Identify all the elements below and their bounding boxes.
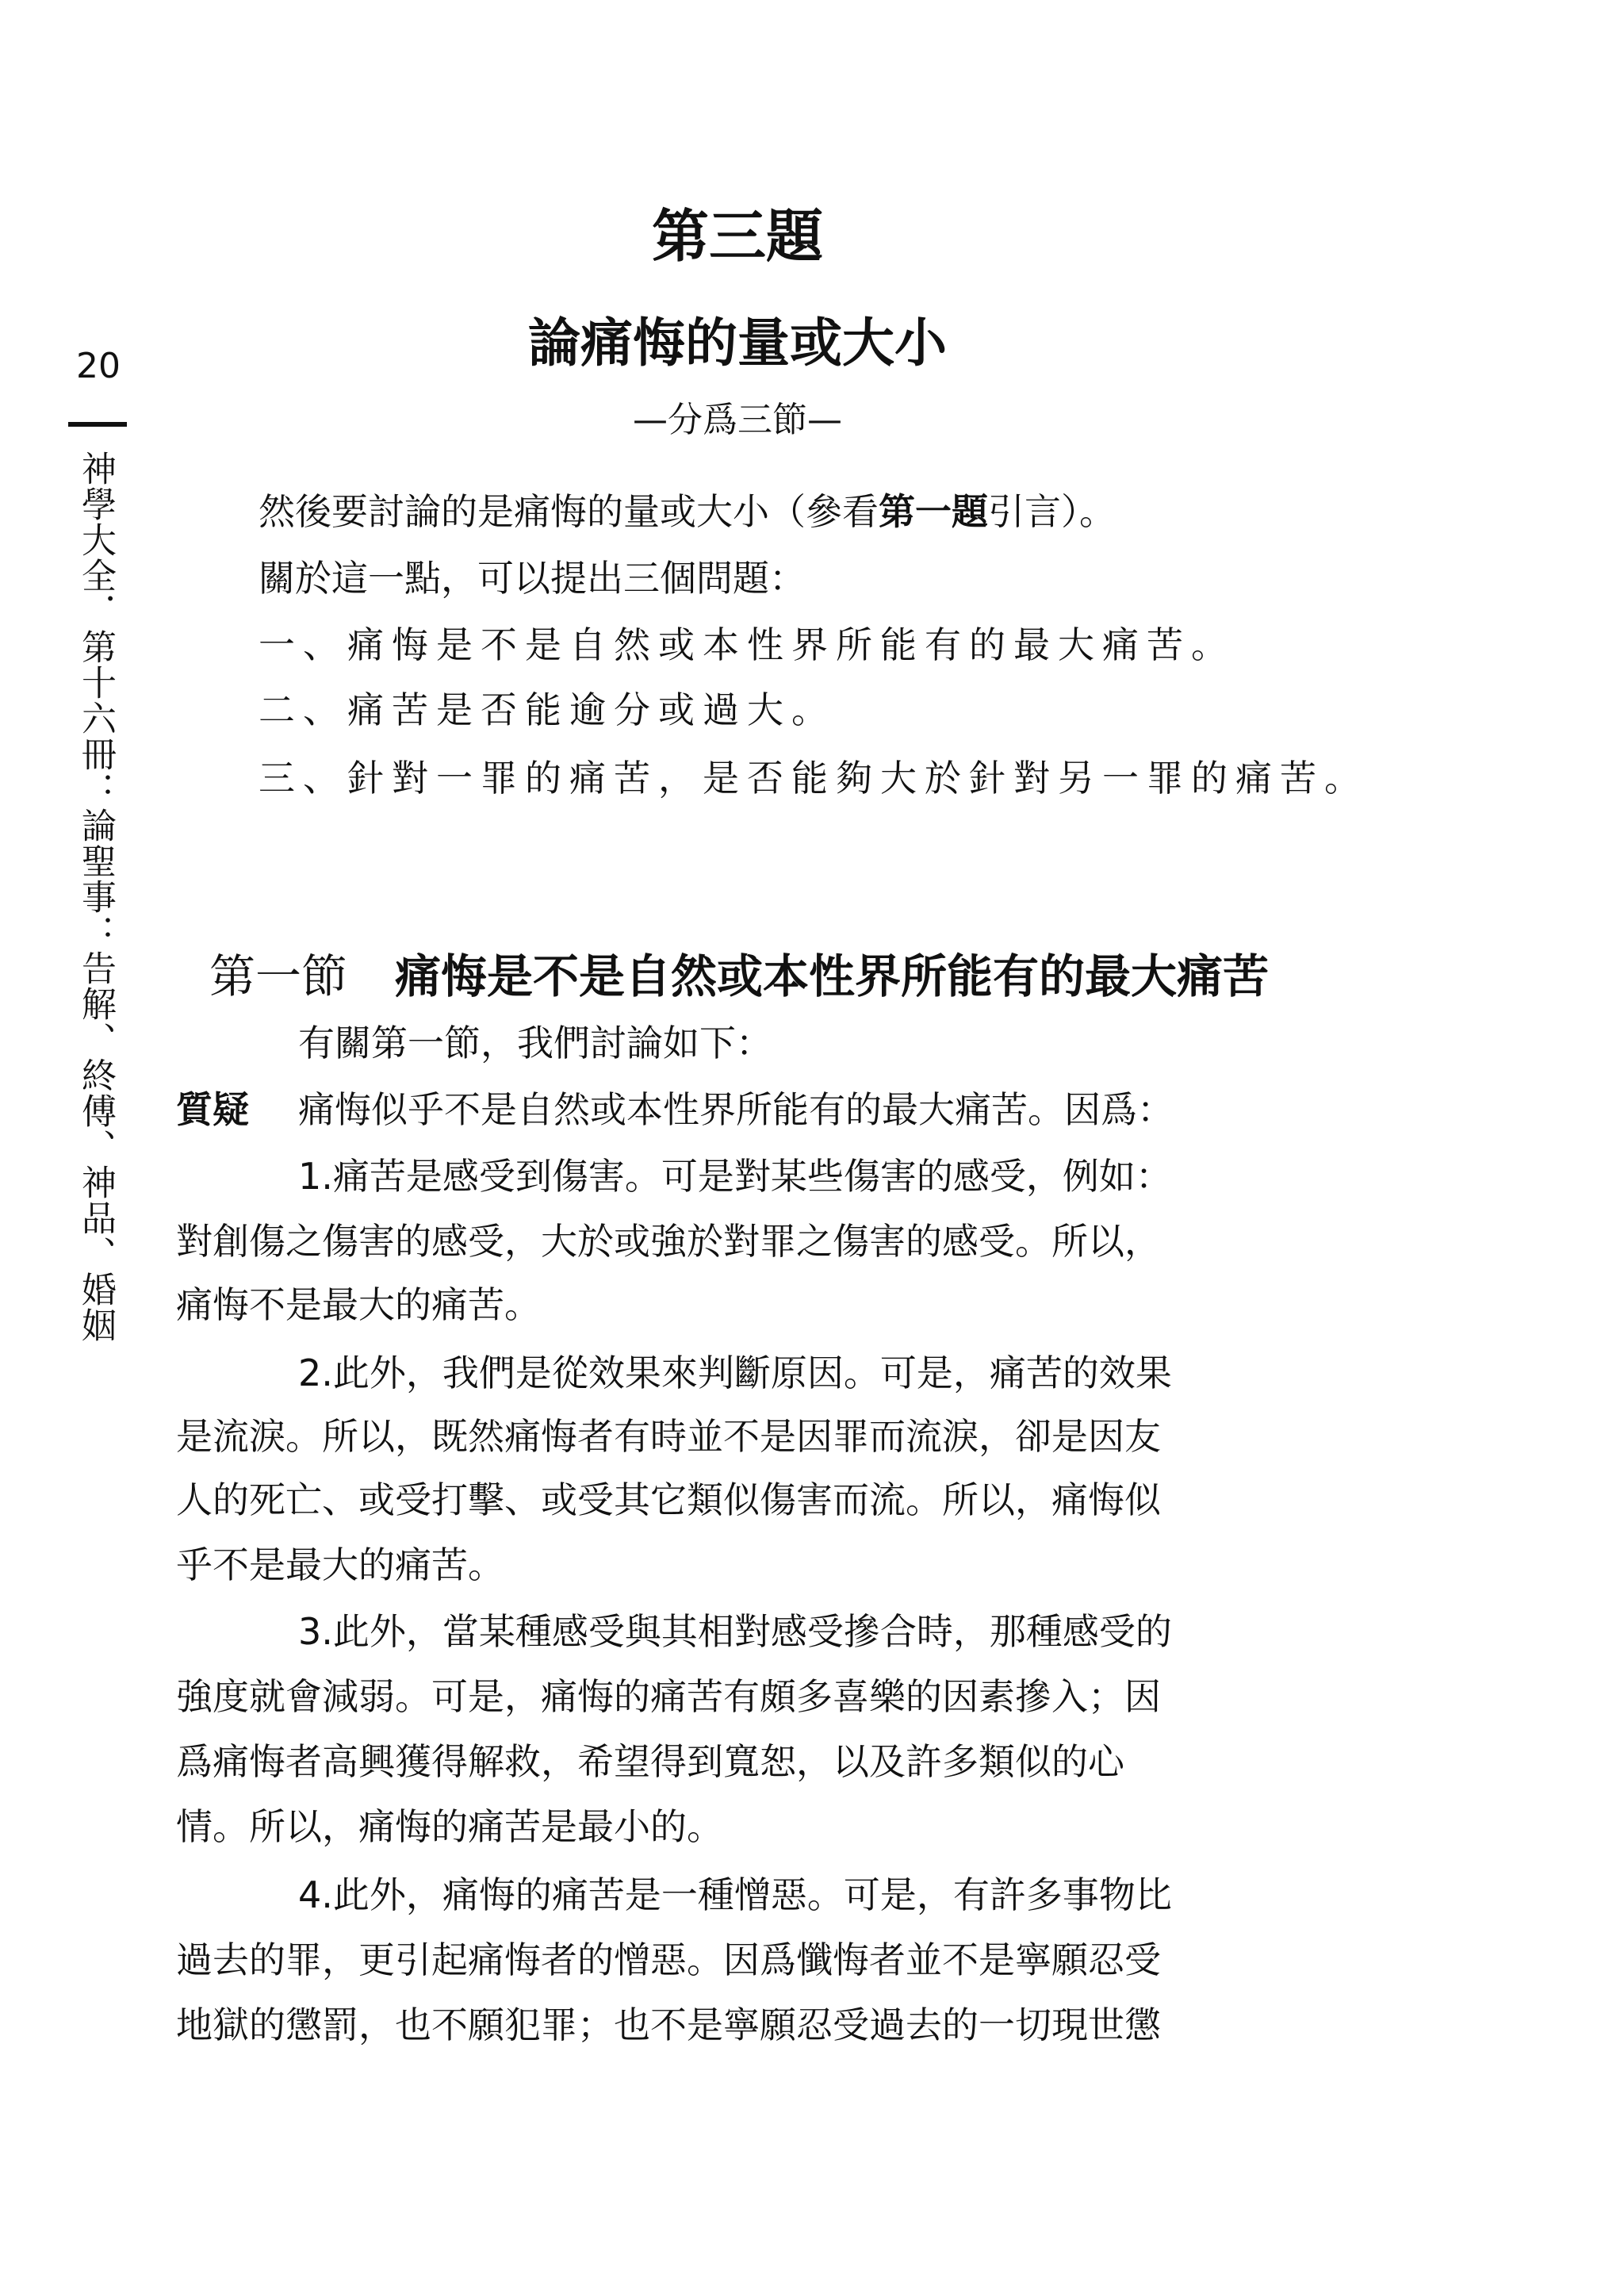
body-line: 乎不是最大的痛苦。	[176, 1543, 504, 1586]
objection-label: 質疑	[176, 1088, 249, 1131]
body-line: 爲痛悔者高興獲得解救，希望得到寬恕，以及許多類似的心	[176, 1740, 1124, 1783]
article-label: 第一節	[209, 949, 348, 1003]
question-item-3: 三、針對一罪的痛苦，是否能夠大於針對另一罪的痛苦。	[259, 757, 1369, 799]
question-item-1: 一、痛悔是不是自然或本性界所能有的最大痛苦。	[259, 623, 1235, 666]
body-line: 2.此外，我們是從效果來判斷原因。可是，痛苦的效果	[298, 1352, 1172, 1394]
intro-line-2: 關於這一點，可以提出三個問題：	[259, 557, 806, 600]
intro-line-1-bold: 第一題	[879, 490, 988, 533]
question-number: 第三題	[651, 202, 823, 270]
article-intro: 有關第一節，我們討論如下：	[298, 1022, 772, 1064]
question-division: —分爲三節—	[633, 400, 842, 440]
intro-line-1-pre: 然後要討論的是痛悔的量或大小（參看	[259, 490, 879, 533]
body-line: 是流淚。所以，既然痛悔者有時並不是因罪而流淚，卻是因友	[176, 1415, 1161, 1458]
article-title: 痛悔是不是自然或本性界所能有的最大痛苦	[395, 949, 1270, 1003]
body-line: 1.痛苦是感受到傷害。可是對某些傷害的感受，例如：	[298, 1155, 1172, 1198]
body-line: 人的死亡、或受打擊、或受其它類似傷害而流。所以，痛悔似	[176, 1478, 1161, 1521]
body-line: 地獄的懲罰，也不願犯罪；也不是寧願忍受過去的一切現世懲	[176, 2004, 1161, 2046]
page-number: 20	[76, 346, 121, 386]
objection-lead: 痛悔似乎不是自然或本性界所能有的最大痛苦。因爲：	[298, 1088, 1174, 1131]
body-line: 4.此外，痛悔的痛苦是一種憎惡。可是，有許多事物比	[298, 1873, 1172, 1916]
intro-line-1	[259, 490, 1116, 533]
question-title: 論痛悔的量或大小	[528, 313, 947, 374]
question-item-2: 二、痛苦是否能逾分或過大。	[259, 688, 836, 731]
body-line: 對創傷之傷害的感受，大於或強於對罪之傷害的感受。所以，	[176, 1220, 1161, 1263]
body-line: 強度就會減弱。可是，痛悔的痛苦有頗多喜樂的因素摻入；因	[176, 1675, 1161, 1718]
body-line: 過去的罪，更引起痛悔者的憎惡。因爲懺悔者並不是寧願忍受	[176, 1938, 1161, 1981]
running-title: 神學大全．第十六冊：論聖事：告解、終傅、神品、婚姻	[75, 451, 116, 1343]
intro-line-1-post: 引言）。	[988, 490, 1116, 533]
body-line: 痛悔不是最大的痛苦。	[176, 1283, 541, 1326]
body-line: 情。所以，痛悔的痛苦是最小的。	[176, 1805, 723, 1848]
body-line: 3.此外，當某種感受與其相對感受摻合時，那種感受的	[298, 1610, 1172, 1653]
article-heading	[209, 949, 1270, 1003]
